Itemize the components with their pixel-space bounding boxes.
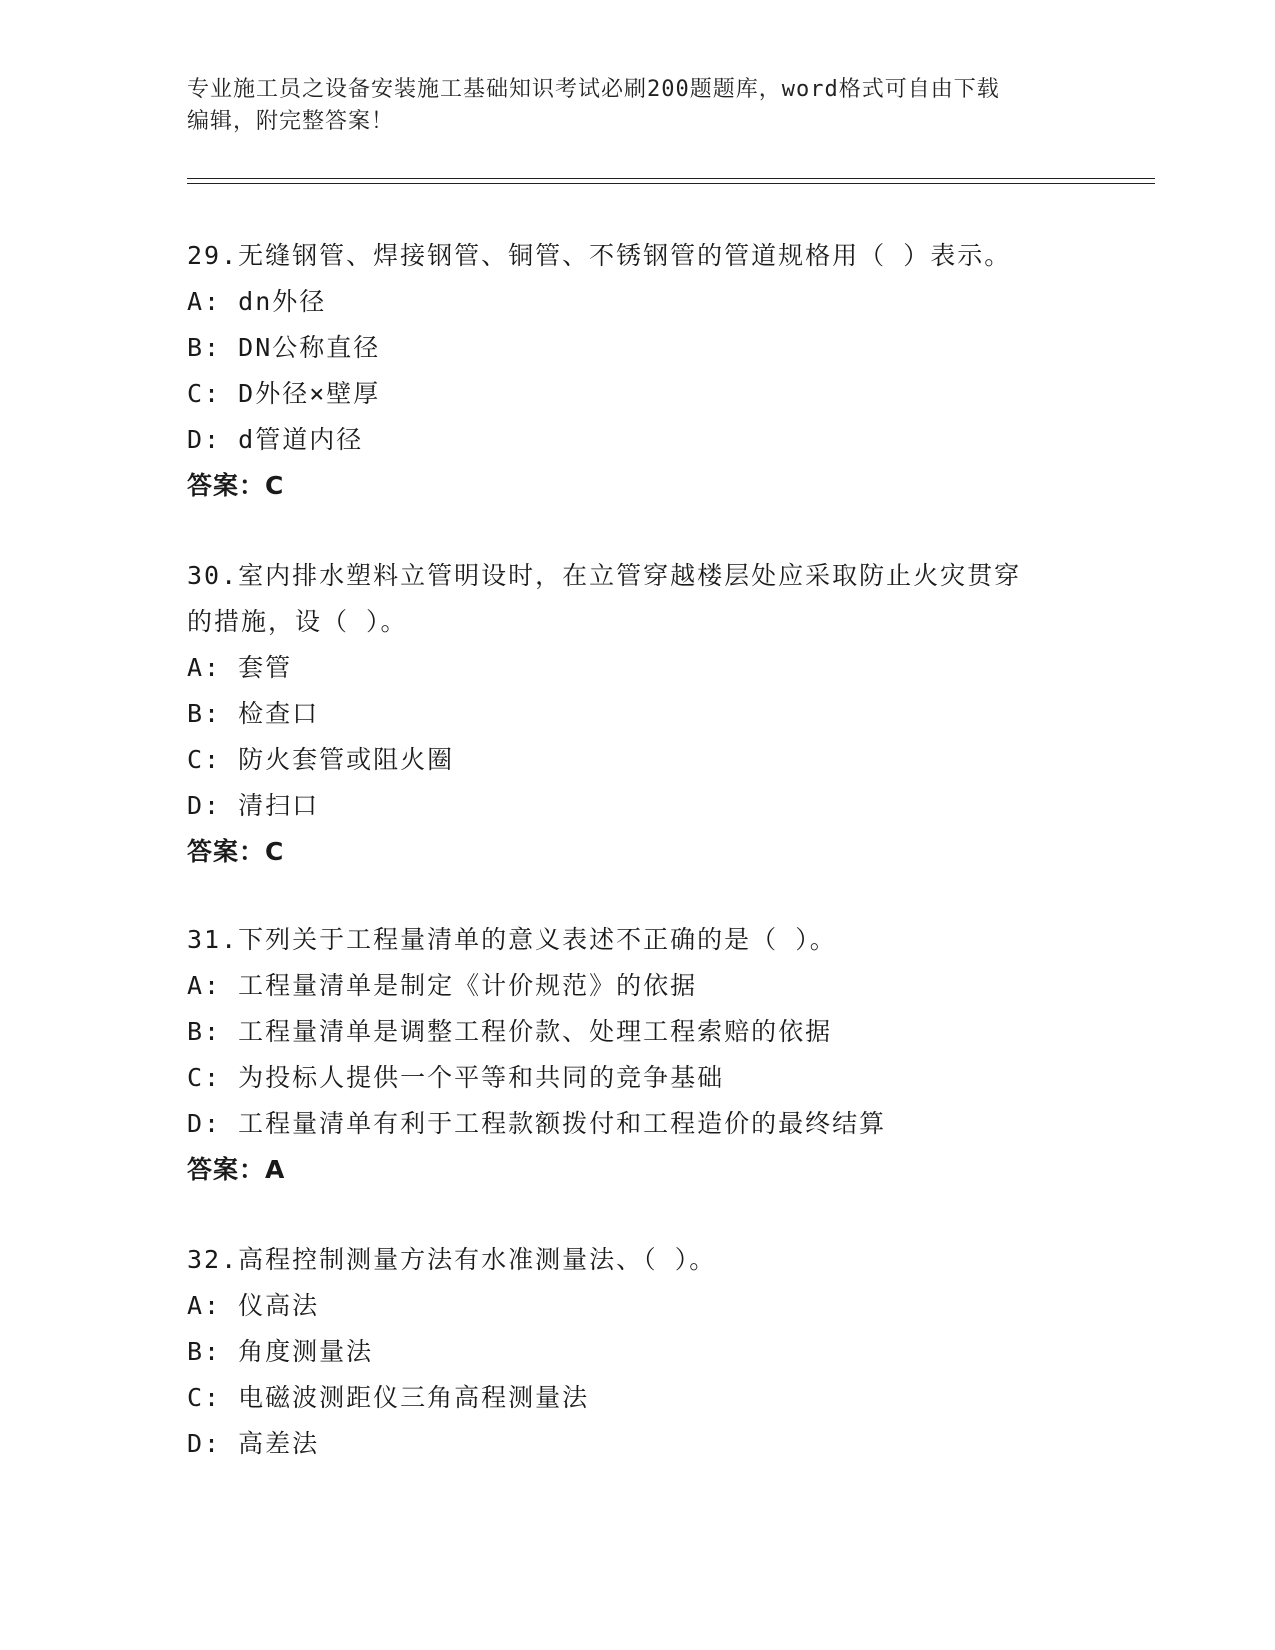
question-32 <box>187 1237 1087 1467</box>
option-a: A: 工程量清单是制定《计价规范》的依据 <box>187 971 698 1000</box>
answer: 答案：C <box>187 471 285 500</box>
question-stem-line-1: 30.室内排水塑料立管明设时，在立管穿越楼层处应采取防止火灾贯穿 <box>187 561 1022 590</box>
answer: 答案：A <box>187 1155 286 1184</box>
option-d: D: d管道内径 <box>187 425 364 454</box>
answer: 答案：C <box>187 837 285 866</box>
header-title-line-1: 专业施工员之设备安装施工基础知识考试必刷200题题库，word格式可自由下载 <box>187 77 1000 102</box>
header-title-line-2: 编辑，附完整答案！ <box>187 109 395 134</box>
question-29 <box>187 233 1087 509</box>
question-30 <box>187 553 1087 875</box>
option-d: D: 清扫口 <box>187 791 320 820</box>
question-stem: 29.无缝钢管、焊接钢管、铜管、不锈钢管的管道规格用（ ）表示。 <box>187 241 1012 270</box>
option-c: C: 防火套管或阻火圈 <box>187 745 455 774</box>
option-a: A: 仪高法 <box>187 1291 320 1320</box>
question-31 <box>187 917 1087 1193</box>
option-a: A: 套管 <box>187 653 293 682</box>
option-d: D: 工程量清单有利于工程款额拨付和工程造价的最终结算 <box>187 1109 887 1138</box>
option-b: B: 角度测量法 <box>187 1337 374 1366</box>
option-c: C: 电磁波测距仪三角高程测量法 <box>187 1383 590 1412</box>
option-b: B: 检查口 <box>187 699 320 728</box>
option-d: D: 高差法 <box>187 1429 320 1458</box>
question-stem: 31.下列关于工程量清单的意义表述不正确的是（ ）。 <box>187 925 837 954</box>
document-header <box>187 74 1087 138</box>
option-b: B: DN公称直径 <box>187 333 381 362</box>
option-a: A: dn外径 <box>187 287 327 316</box>
option-b: B: 工程量清单是调整工程价款、处理工程索赔的依据 <box>187 1017 833 1046</box>
option-c: C: D外径×壁厚 <box>187 379 381 408</box>
option-c: C: 为投标人提供一个平等和共同的竞争基础 <box>187 1063 725 1092</box>
question-stem: 32.高程控制测量方法有水准测量法、（ ）。 <box>187 1245 717 1274</box>
header-divider-top <box>187 178 1155 179</box>
header-divider-bottom <box>187 183 1155 184</box>
question-stem-line-2: 的措施，设（ ）。 <box>187 607 408 636</box>
